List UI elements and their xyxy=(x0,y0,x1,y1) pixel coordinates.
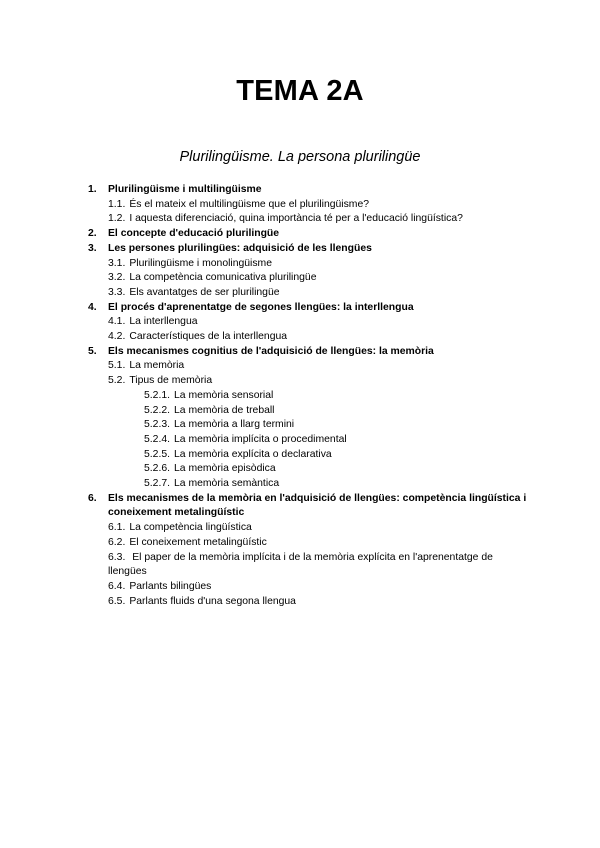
section-heading xyxy=(88,492,528,521)
item-number: 6.2. xyxy=(108,536,126,548)
subitem-text: La memòria sensorial xyxy=(174,389,274,401)
page-title: TEMA 2A xyxy=(236,75,364,107)
toc-item xyxy=(108,374,528,389)
toc-item xyxy=(108,315,528,330)
section-title: Plurilingüisme i multilingüisme xyxy=(108,184,262,195)
subitem-number: 5.2.2. xyxy=(144,404,170,416)
section-number: 5. xyxy=(88,345,97,357)
toc-section-5 xyxy=(88,345,528,492)
item-text: Els avantatges de ser plurilingüe xyxy=(129,286,280,298)
subitem-text: La memòria de treball xyxy=(174,404,275,416)
toc-item xyxy=(108,257,528,272)
toc-item xyxy=(108,198,528,213)
toc-subitem xyxy=(144,433,528,448)
subitem-text: La memòria implícita o procedimental xyxy=(174,433,347,445)
item-text: El coneixement metalingüístic xyxy=(129,536,267,548)
toc-subitem xyxy=(144,418,528,433)
toc-subitem xyxy=(144,448,528,463)
section-title: El concepte d'educació plurilingüe xyxy=(108,228,280,240)
item-text: Tipus de memòria xyxy=(129,375,213,387)
section-heading xyxy=(88,227,528,242)
item-number: 1.1. xyxy=(108,198,126,210)
page-subtitle: Plurilingüisme. La persona plurilingüe xyxy=(179,149,421,165)
section-title: El procés d'aprenentatge de segones llengües: la interllengua xyxy=(108,301,414,313)
subitem-number: 5.2.5. xyxy=(144,448,170,460)
item-text: Característiques de la interllengua xyxy=(129,331,288,343)
toc-section-4 xyxy=(88,301,528,345)
toc-item xyxy=(108,359,528,374)
subitem-number: 5.2.3. xyxy=(144,419,170,431)
item-number: 1.2. xyxy=(108,213,126,225)
toc-item xyxy=(108,271,528,286)
item-number: 5.2. xyxy=(108,375,126,387)
section-title: Les persones plurilingües: adquisició de les llengües xyxy=(108,242,372,254)
toc-item xyxy=(108,580,528,595)
item-number: 3.3. xyxy=(108,286,126,298)
table-of-contents xyxy=(88,183,528,609)
item-text: La competència comunicativa plurilingüe xyxy=(129,272,317,284)
section-number: 4. xyxy=(88,301,97,313)
subitem-number: 5.2.1. xyxy=(144,389,170,401)
toc-item xyxy=(108,551,528,580)
item-number: 3.2. xyxy=(108,272,126,284)
subitem-number: 5.2.7. xyxy=(144,478,170,490)
subitem-text: La memòria semàntica xyxy=(174,478,280,490)
toc-subitem xyxy=(144,462,528,477)
section-title: Els mecanismes cognitius de l'adquisició de llengües: la memòria xyxy=(108,345,434,357)
toc-item xyxy=(108,286,528,301)
item-text: Plurilingüisme i monolingüisme xyxy=(129,257,272,269)
item-number: 6.4. xyxy=(108,580,126,592)
toc-item xyxy=(108,330,528,345)
section-title: Els mecanismes de la memòria en l'adquisició de llengües: competència lingüística i coneixement metalingüístic xyxy=(108,492,527,519)
section-number: 2. xyxy=(88,228,97,240)
section-number: 3. xyxy=(88,242,97,254)
toc-section-1 xyxy=(88,183,528,227)
toc-subitem xyxy=(144,389,528,404)
item-text: I aquesta diferenciació, quina importància té per a l'educació lingüística? xyxy=(129,213,463,225)
toc-section-3 xyxy=(88,242,528,301)
item-number: 6.3. xyxy=(108,551,126,563)
subitem-text: La memòria episòdica xyxy=(174,463,276,475)
item-number: 4.1. xyxy=(108,316,126,328)
section-number: 6. xyxy=(88,492,97,504)
item-text: La competència lingüística xyxy=(129,522,252,534)
section-number: 1. xyxy=(88,184,97,195)
subitem-text: La memòria a llarg termini xyxy=(174,419,295,431)
item-text: Parlants bilingües xyxy=(129,580,212,592)
item-text: El paper de la memòria implícita i de la memòria explícita en l'aprenentatge de llengües xyxy=(108,551,493,578)
toc-subitem xyxy=(144,477,528,492)
item-number: 6.1. xyxy=(108,522,126,534)
subitem-number: 5.2.6. xyxy=(144,463,170,475)
item-number: 3.1. xyxy=(108,257,126,269)
toc-subitem xyxy=(144,404,528,419)
toc-section-6 xyxy=(88,492,528,610)
subitem-text: La memòria explícita o declarativa xyxy=(174,448,332,460)
toc-item xyxy=(108,595,528,610)
item-number: 5.1. xyxy=(108,360,126,372)
item-number: 4.2. xyxy=(108,331,126,343)
item-text: La memòria xyxy=(129,360,185,372)
toc-item xyxy=(108,521,528,536)
item-number: 6.5. xyxy=(108,595,126,607)
section-heading xyxy=(88,301,528,316)
toc-item xyxy=(108,536,528,551)
section-heading xyxy=(88,242,528,257)
item-text: La interllengua xyxy=(129,316,198,328)
toc-section-2 xyxy=(88,227,528,242)
toc-item xyxy=(108,212,528,227)
item-text: És el mateix el multilingüisme que el plurilingüisme? xyxy=(129,198,370,210)
section-heading xyxy=(88,345,528,360)
subitem-number: 5.2.4. xyxy=(144,433,170,445)
section-heading xyxy=(88,183,528,198)
item-text: Parlants fluids d'una segona llengua xyxy=(129,595,296,607)
